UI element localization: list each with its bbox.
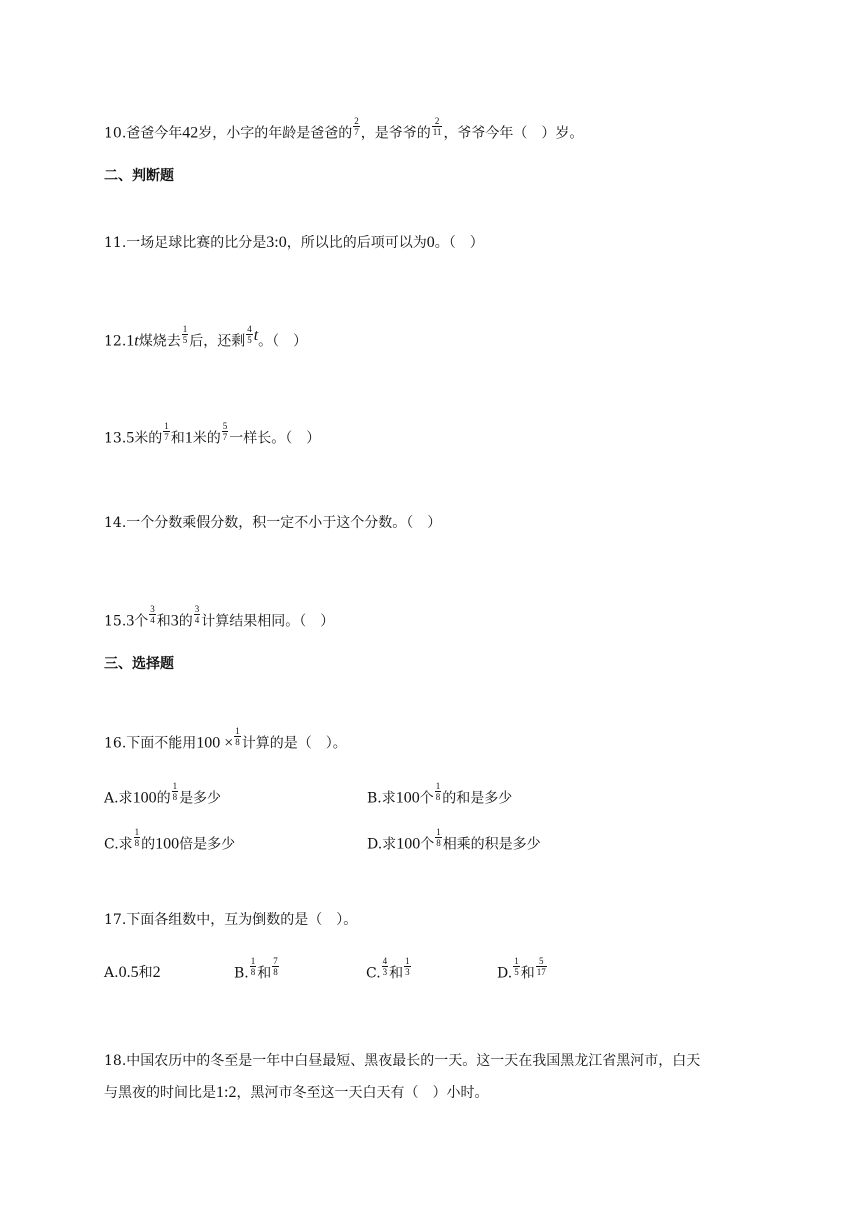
fraction: $\frac{5}{7}$	[222, 421, 228, 442]
question-17: 17.下面各组数中，互为倒数的是（ ）。	[104, 912, 358, 928]
option-17-c[interactable]: C. $\frac{4}{3}$ 和 $\frac{1}{3}$	[366, 956, 410, 982]
question-18-line-2: 与黑夜的时间比是1:2，黑河市冬至这一天白天有（ ）小时。	[104, 1084, 489, 1101]
fraction: $\frac{2}{7}$	[354, 116, 359, 137]
section-heading-judgement: 二、判断题	[104, 168, 174, 184]
question-11: 11.一场足球比赛的比分是3:0，所以比的后项可以为0。（ ）	[104, 234, 484, 251]
fraction: $\frac{4}{3}$	[382, 956, 388, 977]
fraction: $\frac{2}{11}$	[432, 116, 442, 137]
fraction: $\frac{3}{4}$	[194, 604, 200, 625]
question-14: 14.一个分数乘假分数，积一定不小于这个分数。（ ）	[104, 515, 442, 531]
question-16: 16.下面不能用100 × $\frac{1}{8}$ 计算的是（ ）。	[104, 726, 347, 752]
fraction: $\frac{1}{8}$	[250, 956, 256, 977]
section-heading-choice: 三、选择题	[104, 656, 174, 672]
question-10: 10.爸爸今年42岁，小字的年龄是爸爸的 $\frac{2}{7}$ ，是爷爷的 $\frac{2}{11}$ ，爷爷今年（ ）岁。	[104, 116, 584, 142]
fraction: $\frac{1}{8}$	[235, 726, 240, 747]
fraction: $\frac{1}{3}$	[405, 956, 410, 977]
option-17-d[interactable]: D. $\frac{1}{5}$ 和 $\frac{5}{17}$	[497, 956, 546, 982]
question-18-line-1: 18.中国农历中的冬至是一年中白昼最短、黑夜最长的一天。这一天在我国黑龙江省黑河市，白天	[104, 1053, 701, 1069]
fraction: $\frac{1}{5}$	[182, 324, 188, 345]
fraction: $\frac{1}{8}$	[172, 781, 178, 802]
option-16-b[interactable]: B.求100个 $\frac{1}{8}$ 的和是多少	[367, 781, 513, 807]
fraction: $\frac{1}{8}$	[435, 781, 441, 802]
question-13: 13.5米的 $\frac{1}{7}$ 和1米的 $\frac{5}{7}$ 一样长。（ ）	[104, 421, 321, 447]
fraction: $\frac{3}{4}$	[150, 604, 155, 625]
question-12: 12.1t煤烧去 $\frac{1}{5}$ 后，还剩 $\frac{4}{5}$ t。（ ）	[104, 324, 308, 350]
fraction: $\frac{1}{5}$	[514, 956, 519, 977]
option-16-d[interactable]: D.求100个 $\frac{1}{8}$ 相乘的积是多少	[367, 827, 541, 853]
option-16-a[interactable]: A.求100的 $\frac{1}{8}$ 是多少	[104, 781, 222, 807]
fraction: $\frac{1}{7}$	[164, 421, 169, 442]
fraction: $\frac{7}{8}$	[273, 956, 278, 977]
option-16-c[interactable]: C.求 $\frac{1}{8}$ 的100倍是多少	[104, 827, 236, 853]
question-15: 15.3个 $\frac{3}{4}$ 和3的 $\frac{3}{4}$ 计算结果相同。（ ）	[104, 604, 335, 630]
option-17-b[interactable]: B. $\frac{1}{8}$ 和 $\frac{7}{8}$	[234, 956, 278, 982]
fraction: $\frac{1}{8}$	[134, 827, 140, 848]
fraction: $\frac{5}{17}$	[536, 956, 546, 977]
fraction: $\frac{1}{8}$	[436, 827, 441, 848]
fraction: $\frac{4}{5}$	[247, 324, 252, 345]
option-17-a[interactable]: A.0.5和2	[104, 964, 161, 981]
